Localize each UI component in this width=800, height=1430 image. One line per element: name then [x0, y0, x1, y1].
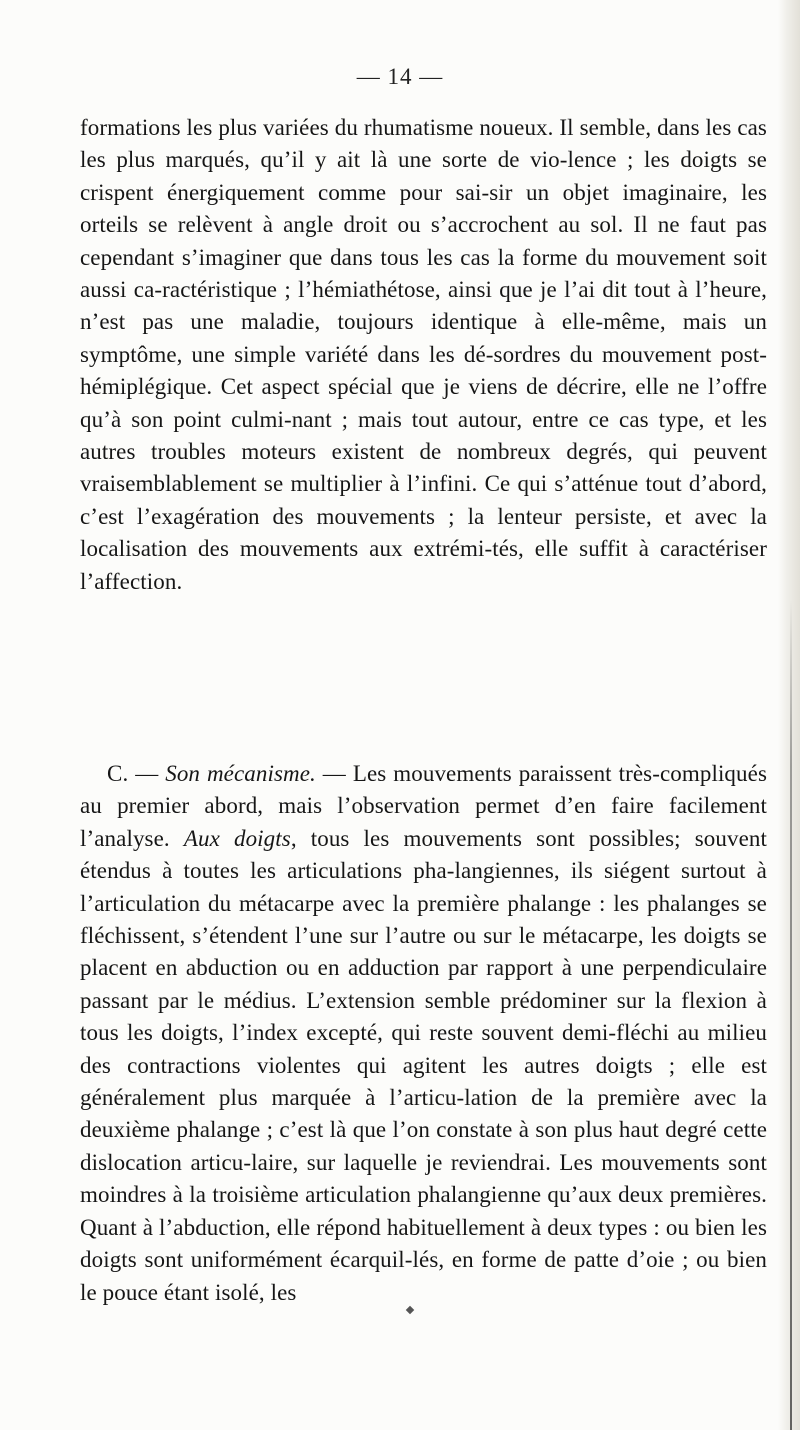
section-heading: Son mécanisme.	[165, 761, 316, 786]
paragraph-mechanism	[80, 758, 767, 1309]
page-edge-shadow	[790, 600, 792, 1430]
page-edge	[778, 0, 800, 1430]
paragraph-continuation: formations les plus variées du rhumatisme noueux. Il semble, dans les cas les plus marqués, qu’il y ait là une sorte de vio-lence ; les doigts se crispent énergiquement comme pour sai-sir un objet imaginaire, les orteils se relèvent à angle droit ou s’accrochent au sol. Il ne faut pas cependant s’imaginer que dans tous les cas la forme du mouvement soit aussi ca-ractéristique ; l’hémiathétose, ainsi que je l’ai dit tout à l’heure, n’est pas une maladie, toujours identique à elle-même, mais un symptôme, une simple variété dans les dé-sordres du mouvement post-hémiplégique. Cet aspect spécial que je viens de décrire, elle ne l’offre qu’à son point culmi-nant ; mais tout autour, entre ce cas type, et les autres troubles moteurs existent de nombreux degrés, qui peuvent vraisemblablement se multiplier à l’infini. Ce qui s’atténue tout d’abord, c’est l’exagération des mouvements ; la lenteur persiste, et avec la localisation des mouvements aux extrémi-tés, elle suffit à caractériser l’affection.	[80, 115, 767, 594]
section-intro: — Les mouvements paraissent très-compliqués au premier abord, mais l’observation permet d’en faire facilement l’analyse.	[80, 761, 767, 851]
section-letter: C. —	[107, 761, 166, 786]
section-body: , tous les mouvements sont possibles; souvent étendus à toutes les articulations pha-langiennes, ils siégent surtout à l’articulation du métacarpe avec la première phalange : les phalanges se fléchissent, s’étendent l’une sur l’autre ou sur le métacarpe, les doigts se placent en abduction ou en adduction par rapport à une perpendiculaire passant par le médius. L’extension semble prédominer sur la flexion à tous les doigts, l’index excepté, qui reste souvent demi-fléchi au milieu des contractions violentes qui agitent les autres doigts ; elle est généralement plus marquée à l’articu-lation de la première avec la deuxième phalange ; c’est là que l’on constate à son plus haut degré cette dislocation articu-laire, sur laquelle je reviendrai. Les mouvements sont moindres à la troisième articulation phalangienne qu’aux deux premières. Quant à l’abduction, elle répond habituellement à deux types : ou bien les doigts sont uniformément écarquil-lés, en forme de patte d’oie ; ou bien le pouce étant isolé, les	[80, 825, 767, 1305]
page-number: — 14 —	[356, 64, 444, 89]
subsection-heading: Aux doigts	[183, 825, 291, 851]
